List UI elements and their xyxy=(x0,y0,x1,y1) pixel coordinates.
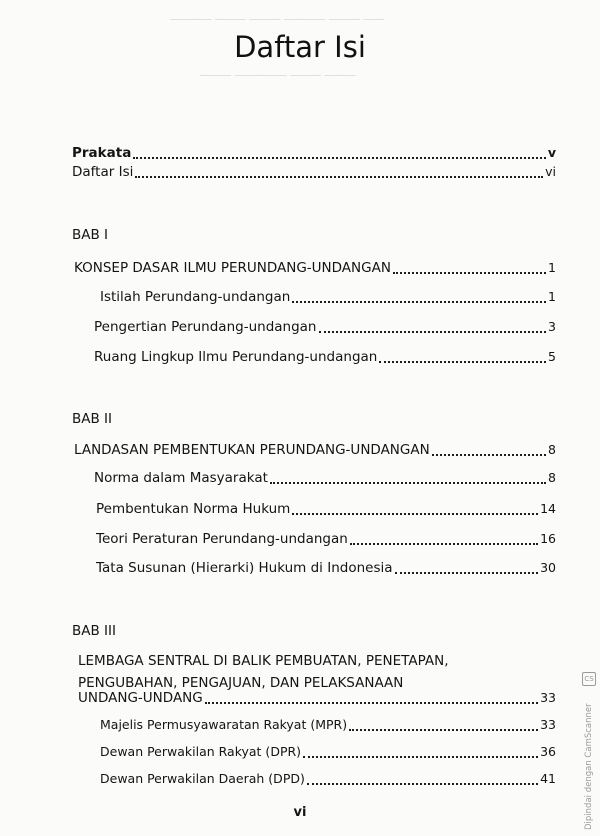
toc-entry-page: 8 xyxy=(548,442,556,457)
toc-entry[interactable] xyxy=(74,259,556,277)
toc-entry-label: Dewan Perwakilan Rakyat (DPR) xyxy=(100,744,302,759)
dot-leader xyxy=(292,301,546,303)
toc-entry-page: 33 xyxy=(540,690,556,705)
toc-entry[interactable] xyxy=(100,770,556,788)
dot-leader xyxy=(319,331,547,333)
page-number: vi xyxy=(293,805,307,820)
toc-entry-page: 5 xyxy=(548,349,556,364)
toc-entry-label: Pengertian Perundang-undangan xyxy=(94,319,317,335)
toc-entry[interactable] xyxy=(100,716,556,734)
toc-entry-label: Majelis Permusyawaratan Rakyat (MPR) xyxy=(100,717,348,732)
scanner-watermark: Dipindai dengan CamScanner xyxy=(584,703,594,830)
toc-entry-label: UNDANG-UNDANG xyxy=(78,690,203,706)
dot-leader xyxy=(395,572,539,574)
dot-leader xyxy=(432,454,546,456)
camscanner-logo-icon: CS xyxy=(582,672,596,686)
toc-entry-page: 33 xyxy=(540,717,556,732)
toc-entry-page: 1 xyxy=(548,260,556,275)
toc-entry-label: LANDASAN PEMBENTUKAN PERUNDANG-UNDANGAN xyxy=(74,442,430,458)
chapter-heading xyxy=(78,650,448,694)
toc-entry[interactable] xyxy=(96,500,556,518)
toc-entry[interactable] xyxy=(100,288,556,306)
chapter-label: BAB III xyxy=(72,623,116,639)
toc-entry-label: Tata Susunan (Hierarki) Hukum di Indonesia xyxy=(96,560,393,576)
toc-entry-page: 41 xyxy=(540,771,556,786)
toc-entry-label: Teori Peraturan Perundang-undangan xyxy=(96,531,348,547)
dot-leader xyxy=(349,729,538,731)
dot-leader xyxy=(393,272,546,274)
dot-leader xyxy=(350,543,538,545)
chapter-label: BAB II xyxy=(72,411,113,427)
toc-entry-label: Daftar Isi xyxy=(72,164,134,180)
dot-leader xyxy=(133,157,546,159)
dot-leader xyxy=(270,482,546,484)
toc-entry[interactable] xyxy=(78,689,556,707)
toc-entry[interactable] xyxy=(72,163,556,181)
toc-entry-page: vi xyxy=(545,164,556,179)
toc-entry-page: 3 xyxy=(548,319,556,334)
toc-entry-page: 14 xyxy=(540,501,556,516)
toc-entry[interactable] xyxy=(96,530,556,548)
dot-leader xyxy=(292,513,538,515)
toc-entry-page: 30 xyxy=(540,560,556,575)
toc-entry-page: v xyxy=(547,145,556,160)
toc-entry-page: 8 xyxy=(548,470,556,485)
bleed-through-text: ———— ——— ——— ———— ——— —— xyxy=(170,14,385,25)
toc-entry[interactable] xyxy=(96,559,556,577)
bleed-through-text: ——— ————— ——— ——— xyxy=(200,70,356,81)
toc-entry[interactable] xyxy=(94,469,556,487)
toc-entry[interactable] xyxy=(94,318,556,336)
toc-entry-label: Prakata xyxy=(72,145,132,161)
toc-entry-label: Ruang Lingkup Ilmu Perundang-undangan xyxy=(94,349,378,365)
toc-entry-page: 1 xyxy=(548,289,556,304)
toc-entry[interactable] xyxy=(72,130,556,162)
dot-leader xyxy=(303,756,538,758)
toc-entry-label: KONSEP DASAR ILMU PERUNDANG-UNDANGAN xyxy=(74,260,391,276)
chapter-label: BAB I xyxy=(72,227,109,243)
toc-entry[interactable] xyxy=(94,348,556,366)
toc-entry-page: 36 xyxy=(540,744,556,759)
toc-entry[interactable] xyxy=(100,743,556,761)
chapter-heading-line: LEMBAGA SENTRAL DI BALIK PEMBUATAN, PENETAPAN, xyxy=(78,653,449,669)
dot-leader xyxy=(379,361,546,363)
dot-leader xyxy=(307,783,538,785)
toc-entry-label: Istilah Perundang-undangan xyxy=(100,289,291,305)
toc-entry[interactable] xyxy=(74,441,556,459)
chapter-heading-line: PENGUBAHAN, PENGAJUAN, DAN PELAKSANAAN xyxy=(78,675,404,691)
page-title: Daftar Isi xyxy=(234,30,366,64)
dot-leader xyxy=(135,176,543,178)
toc-entry-label: Dewan Perwakilan Daerah (DPD) xyxy=(100,771,305,786)
toc-entry-label: Pembentukan Norma Hukum xyxy=(96,501,291,517)
dot-leader xyxy=(205,702,538,704)
toc-entry-label: Norma dalam Masyarakat xyxy=(94,470,268,486)
toc-entry-page: 16 xyxy=(540,531,556,546)
